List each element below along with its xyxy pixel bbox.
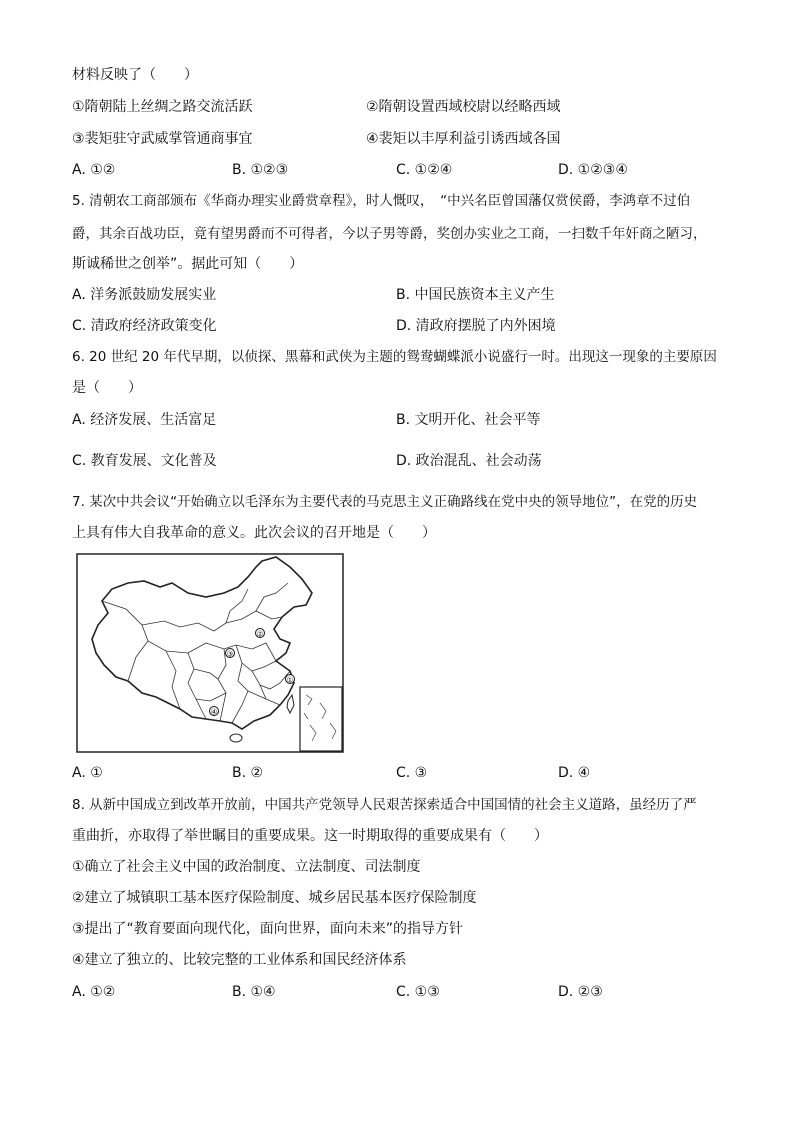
hainan-island <box>230 734 242 742</box>
q7-option-d: D. ④ <box>558 765 591 781</box>
q8-option-a: A. ①② <box>72 984 116 1000</box>
q6-option-b: B. 文明开化、社会平等 <box>396 412 541 428</box>
q6-option-c: C. 教育发展、文化普及 <box>72 453 217 469</box>
q4-stem: 材料反映了（ ） <box>72 67 198 83</box>
q7-option-a: A. ① <box>72 765 103 781</box>
q5-stem-line-1: 5. 清朝农工商部颁布《华商办理实业爵赏章程》，时人慨叹， “中兴名臣曾国藩仅赏侯爵，李鸿章不过伯 <box>72 193 691 209</box>
map-marker-4 <box>210 707 219 717</box>
q7-stem-line-1: 7. 某次中共会议“开始确立以毛泽东为主要代表的马克思主义正确路线在党中央的领导地位”，在党的历史 <box>72 494 698 510</box>
china-map-svg <box>76 553 344 753</box>
q4-option-c: C. ①②④ <box>396 162 453 178</box>
map-marker-3-label: ③ <box>226 649 234 659</box>
q5-stem-line-3: 斯诚稀世之创举”。据此可知（ ） <box>72 256 304 272</box>
south-china-sea-inset <box>300 687 342 751</box>
q4-statement-1: ①隋朝陆上丝绸之路交流活跃 <box>72 99 253 115</box>
q8-statement-1: ①确立了社会主义中国的政治制度、立法制度、司法制度 <box>72 859 421 875</box>
map-marker-4-label: ④ <box>210 707 218 717</box>
q6-option-a: A. 经济发展、生活富足 <box>72 412 217 428</box>
map-marker-1 <box>286 675 295 685</box>
q7-option-b: B. ② <box>232 765 264 781</box>
china-map-figure <box>76 553 344 753</box>
q4-option-b: B. ①②③ <box>232 162 289 178</box>
q5-option-d: D. 清政府摆脱了内外困境 <box>396 318 556 334</box>
q4-option-d: D. ①②③④ <box>558 162 628 178</box>
q6-stem-line-1: 6. 20 世纪 20 年代早期，以侦探、黑幕和武侠为主题的鸳鸯蝴蝶派小说盛行一时。出现这一现象的主要原因 <box>72 349 717 365</box>
q5-option-c: C. 清政府经济政策变化 <box>72 318 217 334</box>
q8-statement-2: ②建立了城镇职工基本医疗保险制度、城乡居民基本医疗保险制度 <box>72 890 477 906</box>
q5-option-b: B. 中国民族资本主义产生 <box>396 287 555 303</box>
q4-statement-4: ④裴矩以丰厚利益引诱西域各国 <box>366 131 561 147</box>
q4-statement-2: ②隋朝设置西域校尉以经略西域 <box>366 99 561 115</box>
q5-stem-line-2: 爵，其余百战功臣，竟有望男爵而不可得者，今以子男等爵，奖创办实业之工商，一扫数千年奸商之陋习， <box>72 226 707 242</box>
q6-stem-line-2: 是（ ） <box>72 380 142 396</box>
q5-option-a: A. 洋务派鼓励发展实业 <box>72 287 217 303</box>
q8-statement-4: ④建立了独立的、比较完整的工业体系和国民经济体系 <box>72 952 407 968</box>
q4-statement-3: ③裴矩驻守武威掌管通商事宜 <box>72 131 253 147</box>
q4-option-a: A. ①② <box>72 162 116 178</box>
q8-stem-line-2: 重曲折，亦取得了举世瞩目的重要成果。这一时期取得的重要成果有（ ） <box>72 828 548 844</box>
map-marker-2-label: ② <box>256 629 264 639</box>
q7-stem-line-2: 上具有伟大自我革命的意义。此次会议的召开地是（ ） <box>72 525 436 541</box>
q8-stem-line-1: 8. 从新中国成立到改革开放前，中国共产党领导人民艰苦探索适合中国国情的社会主义道路，虽经历了严 <box>72 797 697 813</box>
q8-option-c: C. ①③ <box>396 984 440 1000</box>
q7-option-c: C. ③ <box>396 765 428 781</box>
map-marker-3 <box>226 649 235 659</box>
map-marker-1-label: ① <box>286 675 294 685</box>
q8-statement-3: ③提出了“教育要面向现代化，面向世界，面向未来”的指导方针 <box>72 921 464 937</box>
q8-option-b: B. ①④ <box>232 984 276 1000</box>
q8-option-d: D. ②③ <box>558 984 603 1000</box>
q6-option-d: D. 政治混乱、社会动荡 <box>396 453 542 469</box>
map-marker-2 <box>256 629 265 639</box>
